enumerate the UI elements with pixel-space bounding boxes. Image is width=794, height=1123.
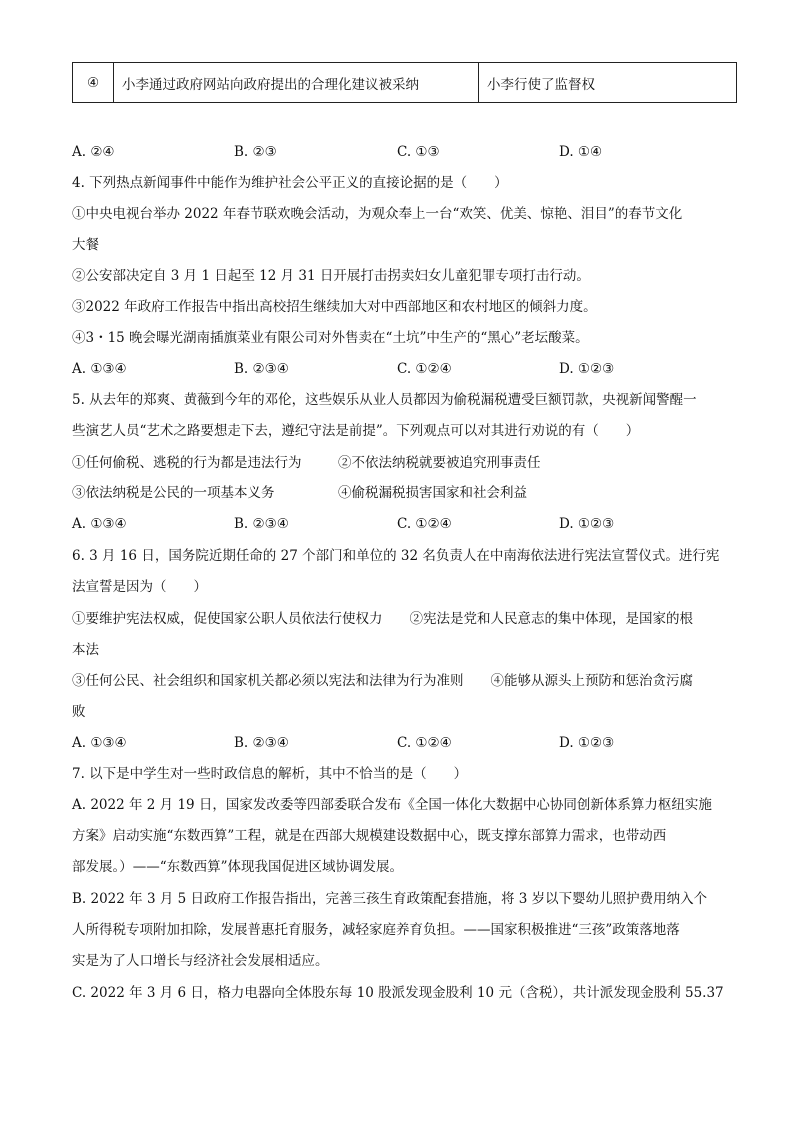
q5-statements-row-2 bbox=[72, 483, 732, 503]
table-row bbox=[73, 63, 737, 103]
option-a: A. ①③④ bbox=[72, 735, 127, 751]
row-event: 小李通过政府网站向政府提出的合理化建议被采纳 bbox=[114, 63, 479, 103]
q4-statement-4: ④3・15 晚会曝光湖南插旗菜业有限公司对外售卖在“土坑”中生产的“黑心”老坛酸菜。 bbox=[72, 330, 589, 346]
option-d: D. ①②③ bbox=[559, 361, 615, 377]
q5-statement-3: ③依法纳税是公民的一项基本义务 bbox=[72, 485, 275, 501]
option-a: A. ①③④ bbox=[72, 361, 127, 377]
q5-statement-2: ②不依法纳税就要被追究刑事责任 bbox=[338, 455, 541, 471]
q7-option-a-cont-2: 部发展。）——“东数西算”体现我国促进区域协调发展。 bbox=[72, 859, 404, 875]
option-b: B. ②③ bbox=[234, 144, 277, 160]
option-b: B. ②③④ bbox=[234, 516, 289, 532]
q4-options bbox=[72, 359, 732, 379]
option-c: C. ①③ bbox=[397, 144, 440, 160]
q5-stem: 5. 从去年的郑爽、黄薇到今年的邓伦，这些娱乐从业人员都因为偷税漏税遭受巨额罚款，央视新闻警醒一 bbox=[72, 392, 697, 408]
q7-stem: 7. 以下是中学生对一些时政信息的解析，其中不恰当的是（ ） bbox=[72, 766, 468, 782]
q7-option-b-cont-1: 人所得税专项附加扣除，发展普惠托育服务，减轻家庭养育负担。——国家积极推进“三孩”政策落地落 bbox=[72, 922, 680, 938]
option-b: B. ②③④ bbox=[234, 735, 289, 751]
option-a: A. ①③④ bbox=[72, 516, 127, 532]
q5-options bbox=[72, 514, 732, 534]
statement-table bbox=[72, 62, 737, 103]
q6-stem-cont: 法宣誓是因为（ ） bbox=[72, 579, 207, 595]
q5-statements-row-1 bbox=[72, 453, 732, 473]
option-a: A. ②④ bbox=[72, 144, 115, 160]
option-d: D. ①④ bbox=[559, 144, 603, 160]
q5-statement-1: ①任何偷税、逃税的行为都是违法行为 bbox=[72, 455, 302, 471]
q7-option-b-cont-2: 实是为了人口增长与经济社会发展相适应。 bbox=[72, 953, 329, 969]
q4-statement-3: ③2022 年政府工作报告中指出高校招生继续加大对中西部地区和农村地区的倾斜力度。 bbox=[72, 299, 597, 315]
option-d: D. ①②③ bbox=[559, 516, 615, 532]
row-analysis: 小李行使了监督权 bbox=[479, 63, 737, 103]
q5-statement-4: ④偷税漏税损害国家和社会利益 bbox=[338, 485, 527, 501]
q4-stem: 4. 下列热点新闻事件中能作为维护社会公平正义的直接论据的是（ ） bbox=[72, 175, 508, 191]
option-c: C. ①②④ bbox=[397, 361, 452, 377]
q7-option-a-cont-1: 方案》启动实施“东数西算”工程，就是在西部大规模建设数据中心，既支撑东部算力需求，也带动西 bbox=[72, 828, 667, 844]
option-d: D. ①②③ bbox=[559, 735, 615, 751]
q6-statements-3-4: ③任何公民、社会组织和国家机关都必须以宪法和法律为行为准则 ④能够从源头上预防和惩治贪污腐 bbox=[72, 673, 693, 689]
q6-statements-1-2-cont: 本法 bbox=[72, 642, 99, 658]
option-c: C. ①②④ bbox=[397, 516, 452, 532]
q4-statement-1-cont: 大餐 bbox=[72, 237, 99, 253]
option-c: C. ①②④ bbox=[397, 735, 452, 751]
q6-stem: 6. 3 月 16 日，国务院近期任命的 27 个部门和单位的 32 名负责人在中南海依法进行宪法宣誓仪式。进行宪 bbox=[72, 548, 720, 564]
q7-option-c: C. 2022 年 3 月 6 日，格力电器向全体股东每 10 股派发现金股利 10 元（含税），共计派发现金股利 55.37 bbox=[72, 985, 724, 1001]
q4-statement-2: ②公安部决定自 3 月 1 日起至 12 月 31 日开展打击拐卖妇女儿童犯罪专项打击行动。 bbox=[72, 268, 590, 284]
option-b: B. ②③④ bbox=[234, 361, 289, 377]
q4-statement-1: ①中央电视台举办 2022 年春节联欢晚会活动，为观众奉上一台“欢笑、优美、惊艳、泪目”的春节文化 bbox=[72, 206, 683, 222]
q7-option-a: A. 2022 年 2 月 19 日，国家发改委等四部委联合发布《全国一体化大数据中心协同创新体系算力枢纽实施 bbox=[72, 797, 712, 813]
q3-options bbox=[72, 142, 732, 162]
q7-option-b: B. 2022 年 3 月 5 日政府工作报告指出，完善三孩生育政策配套措施，将 3 岁以下婴幼儿照护费用纳入个 bbox=[72, 891, 708, 907]
q6-statements-3-4-cont: 败 bbox=[72, 704, 86, 720]
q6-statements-1-2: ①要维护宪法权威，促使国家公职人员依法行使权力 ②宪法是党和人民意志的集中体现，是国家的根 bbox=[72, 611, 693, 627]
q6-options bbox=[72, 733, 732, 753]
row-number: ④ bbox=[73, 63, 114, 103]
q5-stem-cont: 些演艺人员“艺术之路要想走下去，遵纪守法是前提”。下列观点可以对其进行劝说的有（ ） bbox=[72, 423, 640, 439]
